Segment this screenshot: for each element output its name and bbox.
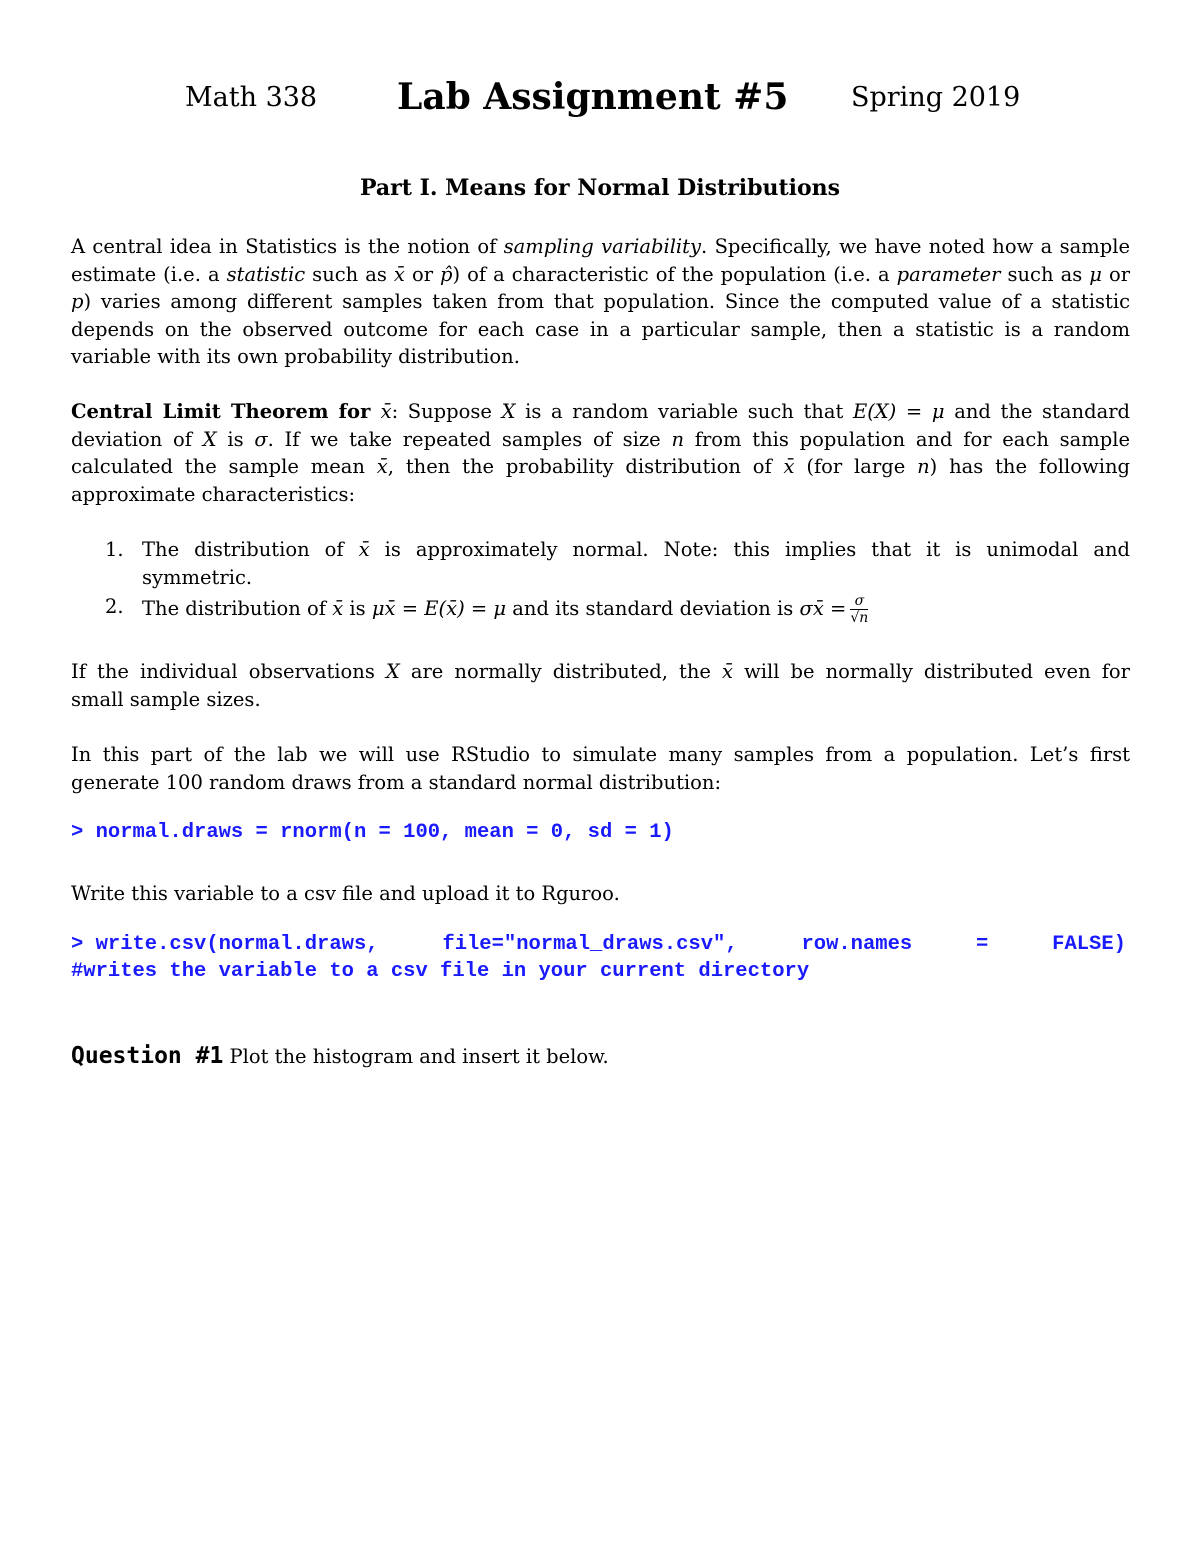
text-line: variable with its own probability distribution. [71, 345, 520, 369]
text-line: deviation of X is σ. If we take repeated samples of size n from this population and for each sample [71, 427, 1131, 451]
write-instruction: Write this variable to a csv file and upload it to Rguroo. [71, 882, 620, 905]
text-line: small sample sizes. [71, 687, 261, 711]
clt-label: Central Limit Theorem for [71, 400, 381, 423]
text-line: In this part of the lab we will use RStudio to simulate many samples from a population. Let’s first [71, 743, 1130, 766]
question-text: Plot the histogram and insert it below. [223, 1045, 609, 1068]
text-line: Central Limit Theorem for x̄: Suppose X is a random variable such that E(X) = μ and the standard [71, 400, 1130, 423]
page-title: Lab Assignment #5 [397, 76, 789, 118]
clt-paragraph [71, 398, 1130, 508]
code-comment: #writes the variable to a csv file in your current directory [71, 960, 810, 983]
intro-paragraph [71, 233, 1130, 371]
text-line: generate 100 random draws from a standard normal distribution: [71, 770, 722, 794]
normal-paragraph [71, 658, 1130, 713]
text-line: calculated the sample mean x̄, then the probability distribution of x̄ (for large n) has the following [71, 455, 1130, 479]
list-item: 2. The distribution of x̄ is μx̄ = E(x̄) = μ and its standard deviation is σx̄ = $\frac{\sigma}{√n}$ [105, 593, 869, 627]
rnorm-code: > normal.draws = rnorm(n = 100, mean = 0, sd = 1) [71, 821, 674, 844]
text-line: A central idea in Statistics is the notion of sampling variability. Specifically, we have noted how a sample [71, 235, 1130, 258]
page-header [0, 78, 1200, 122]
clt-characteristics-list [71, 536, 1130, 626]
write-csv-code [71, 931, 1126, 985]
text-line: estimate (i.e. a statistic such as x̄ or p̂) of a characteristic of the population (i.e. a parameter such as μ or [71, 262, 1131, 286]
text-line: p) varies among different samples taken from that population. Since the computed value of a statistic [71, 290, 1130, 314]
section-title: Part I. Means for Normal Distributions [359, 175, 841, 201]
text-line: approximate characteristics: [71, 482, 356, 506]
code-line: > write.csv(normal.draws, file="normal_draws.csv", row.names = FALSE) [71, 933, 1126, 956]
sigma-over-root-n: $\frac{\sigma}{√n}$ [850, 593, 869, 627]
text-line: If the individual observations X are normally distributed, the x̄ will be normally distributed even for [71, 660, 1130, 683]
term-label: Spring 2019 [851, 82, 1021, 113]
rstudio-paragraph [71, 741, 1130, 796]
question-1 [71, 1043, 609, 1069]
course-label: Math 338 [185, 82, 318, 113]
list-item: 1. The distribution of x̄ is approximately normal. Note: this implies that it is unimodal and symmetric. [105, 538, 1130, 589]
question-label: Question #1 [71, 1043, 224, 1069]
text-line: depends on the observed outcome for each case in a particular sample, then a statistic is a random [71, 317, 1130, 341]
